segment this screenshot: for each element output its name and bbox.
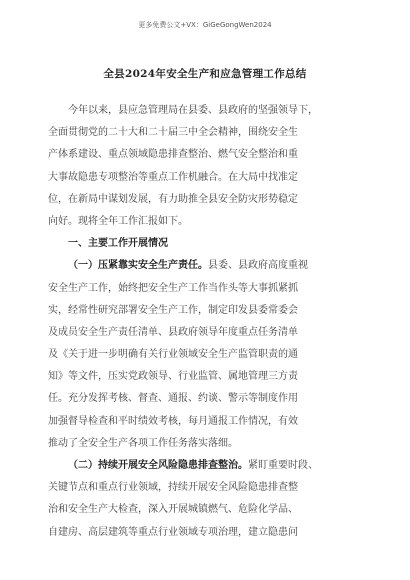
section-heading: 一、主要工作开展情况 — [68, 238, 168, 250]
item1-line: 及《关于进一步明确有关行业领域安全生产监管职责的通 — [48, 349, 298, 361]
item1-line: 安全生产工作，始终把安全生产工作当作头等大事抓紧抓 — [48, 282, 298, 294]
item1-heading: （一）压紧靠实安全生产责任。 — [68, 260, 208, 272]
item1-first-line-text: 县委、县政府高度重视 — [208, 260, 308, 272]
document-title: 全县2024年安全生产和应急管理工作总结 — [103, 68, 307, 80]
item1-line: 实，经常性研究部署安全生产工作，制定印发县委常委会 — [48, 304, 298, 316]
intro-line: 今年以来，县应急管理局在县委、县政府的坚强领导下， — [68, 105, 318, 116]
item2-first-line-text: 紧盯重要时段、 — [248, 460, 318, 471]
header-watermark: 更多免费公文+VX：GiGeGongWen2024 — [138, 21, 272, 29]
item1-line: 加强督导检查和平时绩效考核，每月通报工作情况，有效 — [48, 415, 298, 427]
intro-line: 全面贯彻党的二十大和二十届三中全会精神，围绕安全生 — [48, 127, 298, 139]
intro-line: 向好。现将全年工作汇报如下。 — [48, 215, 188, 227]
item2-line: 治和安全生产大检查，深入开展城镇燃气、危险化学品、 — [48, 504, 298, 516]
item1-first-line — [48, 255, 368, 277]
item2-heading: （二）持续开展安全风险隐患排查整治。 — [68, 460, 248, 471]
item2-line: 关键节点和重点行业领域，持续开展安全风险隐患排查整 — [48, 482, 298, 494]
document-body — [48, 100, 368, 544]
item2-line: 自建房、高层建筑等重点行业领域专项治理，建立隐患问 — [48, 526, 298, 538]
item2-first-line — [48, 455, 368, 477]
intro-line: 位，在新局中谋划发展，有力助推全县安全防灾形势稳定 — [48, 193, 298, 205]
intro-line: 产体系建设、重点领域隐患排查整治、燃气安全整治和重 — [48, 149, 298, 161]
intro-line: 大事故隐患专项整治等重点工作机融合。在大局中找准定 — [48, 171, 298, 183]
item1-line: 推动了全安全生产各项工作任务落实落细。 — [48, 437, 238, 449]
item1-line: 及成员安全生产责任清单、县政府领导年度重点任务清单 — [48, 326, 298, 338]
item1-line: 任。充分发挥考核、督查、通报、约谈、警示等制度作用 — [48, 393, 298, 405]
item1-line: 知》等文件，压实党政领导、行业监管、属地管理三方责 — [48, 371, 298, 383]
